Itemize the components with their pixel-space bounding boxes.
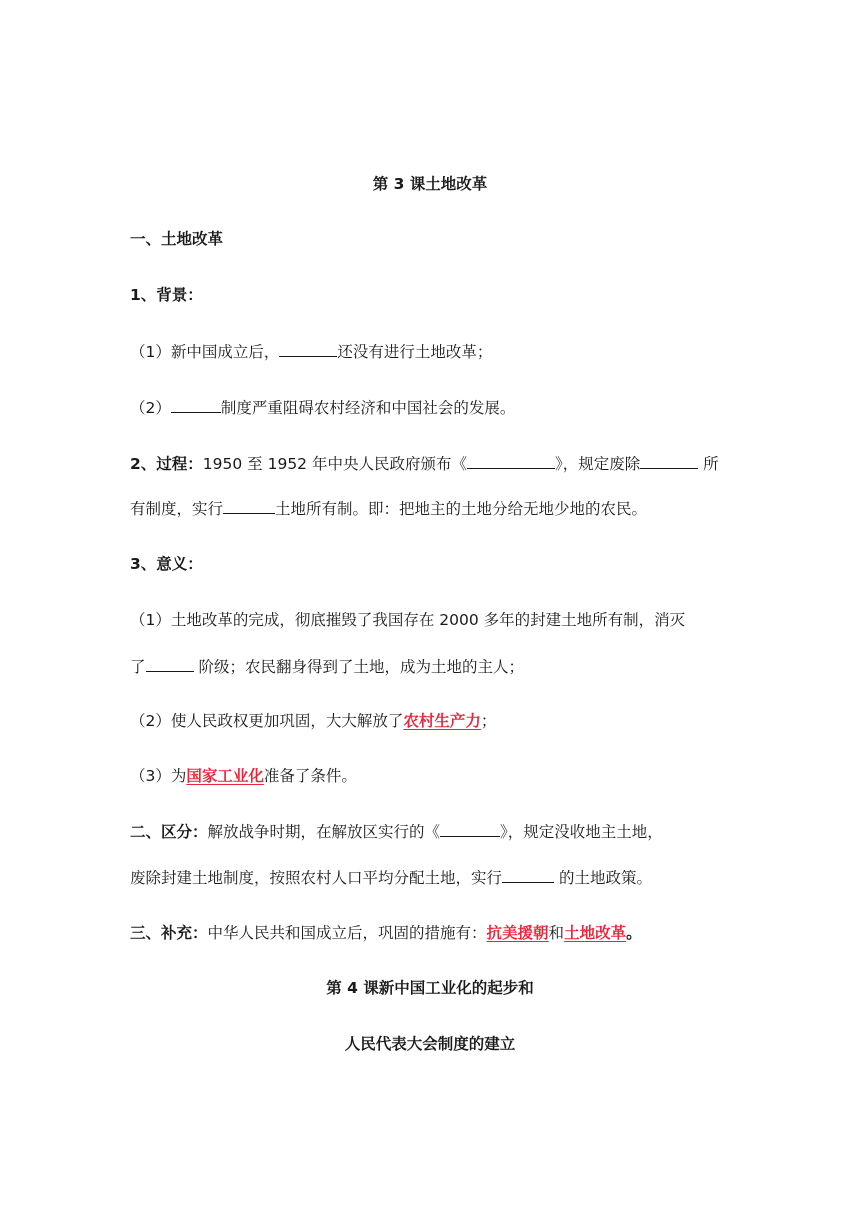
process-text-1: 1950 至 1952 年中央人民政府颁布《 [202,455,467,473]
meaning2-suffix: ； [480,712,497,730]
fill-blank [440,820,500,837]
fill-blank [640,452,698,469]
process-label: 2、过程： [130,455,203,473]
section2-text-2: 》，规定没收地主土地， [500,823,663,841]
process-text-2: 》，规定废除 [554,455,641,473]
lesson4-title-line-2: 人民代表大会制度的建立 [344,1035,516,1053]
meaning-item-3 [130,765,740,787]
meaning1-prefix: 了 [130,658,146,676]
process-line2-suffix: 土地所有制。即：把地主的土地分给无地少地的农民。 [275,500,648,518]
highlight-industrialization: 国家工业化 [186,767,264,785]
section2-text-1: 解放战争时期，在解放区实行的《 [207,823,441,841]
background-item-1 [130,340,740,363]
highlight-land-reform: 土地改革 [564,924,627,942]
section3-end: 。 [626,924,642,942]
background-label: 1、背景： [130,286,203,304]
background-item-2 [130,396,740,419]
section3-text: 中华人民共和国成立后，巩固的措施有： [207,924,487,942]
section2-line2-prefix: 废除封建土地制度，按照农村人口平均分配土地，实行 [130,869,503,887]
lesson3-title: 第 3 课土地改革 [372,175,488,193]
bg1-prefix: （1）新中国成立后， [130,343,280,361]
section2-line-2 [130,866,740,889]
process-line-1 [130,452,740,475]
process-line-2 [130,497,740,520]
meaning1-suffix: 阶级；农民翻身得到了土地，成为土地的主人； [193,658,524,676]
meaning3-suffix: 准备了条件。 [263,767,357,785]
highlight-resist-us-aid-korea: 抗美援朝 [486,924,549,942]
bg1-suffix: 还没有进行土地改革； [337,343,493,361]
section3-label: 三、补充： [130,924,208,942]
section2-label: 二、区分： [130,823,208,841]
meaning-label: 3、意义： [130,555,203,573]
fill-blank [502,866,554,883]
section2-line2-suffix: 的土地政策。 [554,869,652,887]
section3-and: 和 [548,924,565,942]
fill-blank [223,497,275,514]
section2-line-1 [130,820,740,843]
meaning-item-2 [130,710,740,732]
fill-blank [279,340,337,357]
process-line2-prefix: 有制度，实行 [130,500,224,518]
bg2-suffix: 制度严重阻碍农村经济和中国社会的发展。 [220,399,516,417]
fill-blank [171,396,221,413]
lesson4-title-line-1: 第 4 课新中国工业化的起步和 [326,979,534,997]
fill-blank [467,452,555,469]
section3-line [130,922,740,944]
process-text-3: 所 [698,455,719,473]
fill-blank [146,655,194,672]
meaning-item-1-line-1: （1）土地改革的完成，彻底摧毁了我国存在 2000 多年的封建土地所有制，消灭 [130,611,686,629]
meaning2-prefix: （2）使人民政权更加巩固，大大解放了 [130,712,404,730]
meaning-item-1-line-2 [130,655,740,678]
section1-heading: 一、土地改革 [130,230,224,248]
bg2-prefix: （2） [130,399,171,417]
meaning3-prefix: （3）为 [130,767,187,785]
highlight-rural-productivity: 农村生产力 [403,712,481,730]
